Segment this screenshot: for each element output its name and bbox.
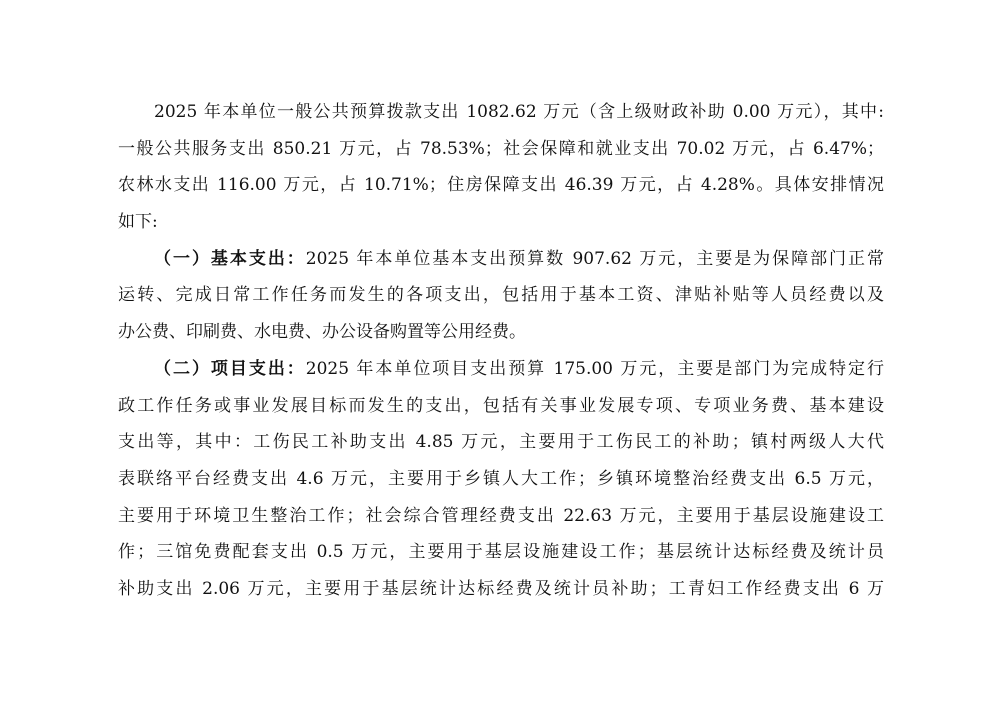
project-expenditure-line-4: 表联络平台经费支出 4.6 万元，主要用于乡镇人大工作；乡镇环境整治经费支出 6.5 万元，: [118, 468, 884, 489]
document-body: [118, 94, 884, 608]
basic-expenditure-line-2: 运转、完成日常工作任务而发生的各项支出，包括用于基本工资、津贴补贴等人员经费以及: [118, 285, 884, 306]
project-expenditure-line-2: 政工作任务或事业发展目标而发生的支出，包括有关事业发展专项、专项业务费、基本建设: [118, 395, 884, 416]
project-expenditure-line-3: 支出等，其中：工伤民工补助支出 4.85 万元，主要用于工伤民工的补助；镇村两级人大代: [118, 432, 884, 453]
intro-line-4: 如下:: [118, 212, 158, 233]
project-expenditure-line-7: 补助支出 2.06 万元，主要用于基层统计达标经费及统计员补助；工青妇工作经费支出 6 万: [118, 578, 884, 599]
intro-line-1: 2025 年本单位一般公共预算拨款支出 1082.62 万元（含上级财政补助 0.00 万元），其中:: [154, 102, 884, 122]
project-expenditure-text: 2025 年本单位项目支出预算 175.00 万元，主要是部门为完成特定行: [305, 358, 884, 379]
basic-expenditure-heading: （一）基本支出：: [154, 248, 306, 269]
project-expenditure-first-line: [118, 351, 884, 388]
project-expenditure-line-5: 主要用于环境卫生整治工作；社会综合管理经费支出 22.63 万元，主要用于基层设施建设工: [118, 505, 884, 526]
basic-expenditure-first-line: [118, 241, 884, 278]
intro-line-3: 农林水支出 116.00 万元，占 10.71%；住房保障支出 46.39 万元，占 4.28%。具体安排情况: [118, 175, 884, 196]
intro-line-2: 一般公共服务支出 850.21 万元，占 78.53%；社会保障和就业支出 70.02 万元，占 6.47%；: [118, 138, 884, 159]
project-expenditure-heading: （二）项目支出：: [154, 358, 306, 379]
basic-expenditure-line-3: 办公费、印刷费、水电费、办公设备购置等公用经费。: [118, 322, 526, 343]
project-expenditure-line-6: 作；三馆免费配套支出 0.5 万元，主要用于基层设施建设工作；基层统计达标经费及统计员: [118, 542, 884, 563]
basic-expenditure-text: 2025 年本单位基本支出预算数 907.62 万元，主要是为保障部门正常: [305, 248, 884, 269]
